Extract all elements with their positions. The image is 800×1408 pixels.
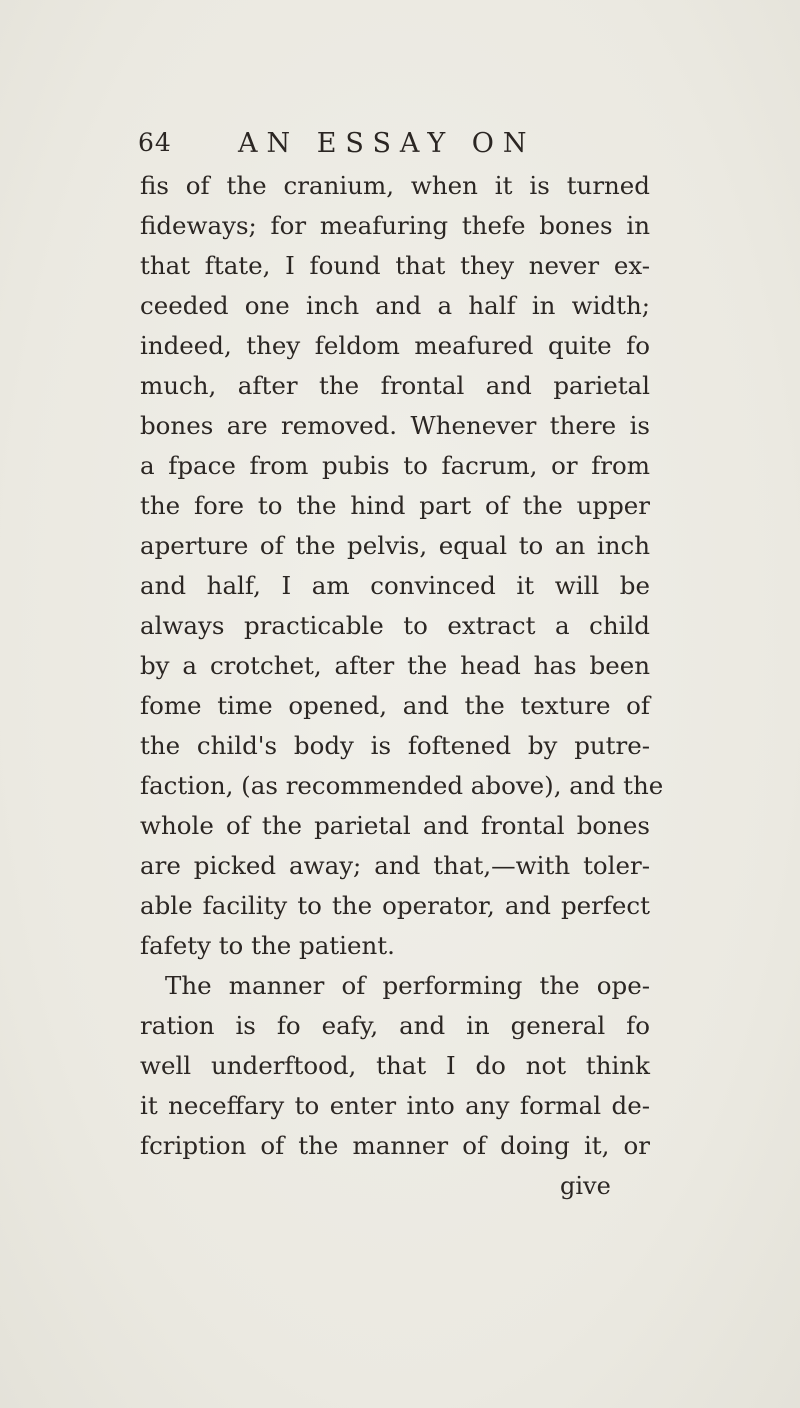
text-line: the fore to the hind part of the upper — [140, 491, 650, 520]
text-line: always practicable to extract a child — [140, 611, 650, 640]
text-line: fideways; for meafuring thefe bones in — [140, 211, 650, 240]
text-line: the child's body is foftened by putre- — [140, 731, 650, 760]
text-line: ceeded one inch and a half in width; — [140, 291, 650, 320]
text-line: faction, (as recommended above), and the — [140, 771, 664, 800]
text-line: are picked away; and that,—with toler- — [140, 851, 650, 880]
text-line: fis of the cranium, when it is turned — [140, 171, 650, 200]
text-line: a fpace from pubis to facrum, or from — [140, 451, 650, 480]
text-line: The manner of performing the ope- — [165, 971, 650, 1000]
text-line: fcription of the manner of doing it, or — [140, 1131, 650, 1160]
page-header — [138, 128, 618, 168]
body-text — [0, 166, 800, 1396]
text-line: much, after the frontal and parietal — [140, 371, 650, 400]
text-line: indeed, they feldom meafured quite fo — [140, 331, 650, 360]
text-line: that ftate, I found that they never ex- — [140, 251, 650, 280]
text-line: and half, I am convinced it will be — [140, 571, 650, 600]
text-line: bones are removed. Whenever there is — [140, 411, 650, 440]
catchword: give — [560, 1172, 611, 1200]
text-line: whole of the parietal and frontal bones — [140, 811, 650, 840]
text-line: able facility to the operator, and perfect — [140, 891, 650, 920]
running-head: AN ESSAY ON — [238, 128, 536, 159]
text-line: ration is fo eafy, and in general fo — [140, 1011, 650, 1040]
text-line: it neceffary to enter into any formal de- — [140, 1091, 650, 1120]
text-line: aperture of the pelvis, equal to an inch — [140, 531, 650, 560]
text-line: fome time opened, and the texture of — [140, 691, 650, 720]
page-number: 64 — [138, 128, 172, 157]
text-line: by a crotchet, after the head has been — [140, 651, 650, 680]
text-line: fafety to the patient. — [140, 931, 395, 960]
text-line: well underftood, that I do not think — [140, 1051, 650, 1080]
